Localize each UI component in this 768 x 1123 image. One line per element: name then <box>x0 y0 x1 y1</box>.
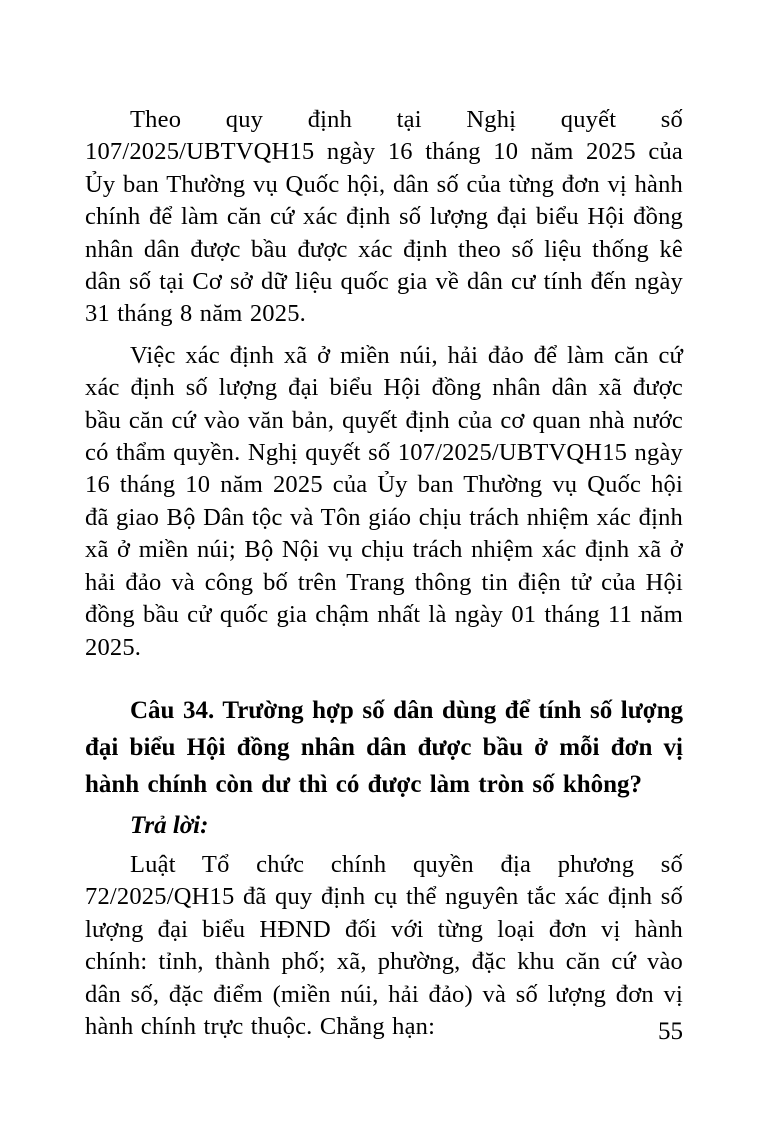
text-block <box>85 104 683 1052</box>
question-heading: Câu 34. Trường hợp số dân dùng để tính số lượng đại biểu Hội đồng nhân dân được bầu ở mỗi đơn vị hành chính còn dư thì có được làm tròn số không? <box>85 696 683 798</box>
answer-label: Trả lời: <box>130 811 209 839</box>
page-number: 55 <box>658 1018 683 1045</box>
body-paragraph-1: Theo quy định tại Nghị quyết số 107/2025/UBTVQH15 ngày 16 tháng 10 năm 2025 của Ủy ban Thường vụ Quốc hội, dân số của từng đơn vị hành chính để làm căn cứ xác định số lượng đại biểu Hội đồng nhân dân được bầu được xác định theo số liệu thống kê dân số tại Cơ sở dữ liệu quốc gia về dân cư tính đến ngày 31 tháng 8 năm 2025. <box>85 106 683 328</box>
body-paragraph-2: Việc xác định xã ở miền núi, hải đảo để làm căn cứ xác định số lượng đại biểu Hội đồng nhân dân xã được bầu căn cứ vào văn bản, quyết định của cơ quan nhà nước có thẩm quyền. Nghị quyết số 107/2025/UBTVQH15 ngày 16 tháng 10 năm 2025 của Ủy ban Thường vụ Quốc hội đã giao Bộ Dân tộc và Tôn giáo chịu trách nhiệm xác định xã ở miền núi; Bộ Nội vụ chịu trách nhiệm xác định xã ở hải đảo và công bố trên Trang thông tin điện tử của Hội đồng bầu cử quốc gia chậm nhất là ngày 01 tháng 11 năm 2025. <box>85 341 683 661</box>
body-paragraph-3: Luật Tổ chức chính quyền địa phương số 72/2025/QH15 đã quy định cụ thể nguyên tắc xác định số lượng đại biểu HĐND đối với từng loại đơn vị hành chính: tỉnh, thành phố; xã, phường, đặc khu căn cứ vào dân số, đặc điểm (miền núi, hải đảo) và số lượng đơn vị hành chính trực thuộc. Chẳng hạn: <box>85 850 683 1040</box>
